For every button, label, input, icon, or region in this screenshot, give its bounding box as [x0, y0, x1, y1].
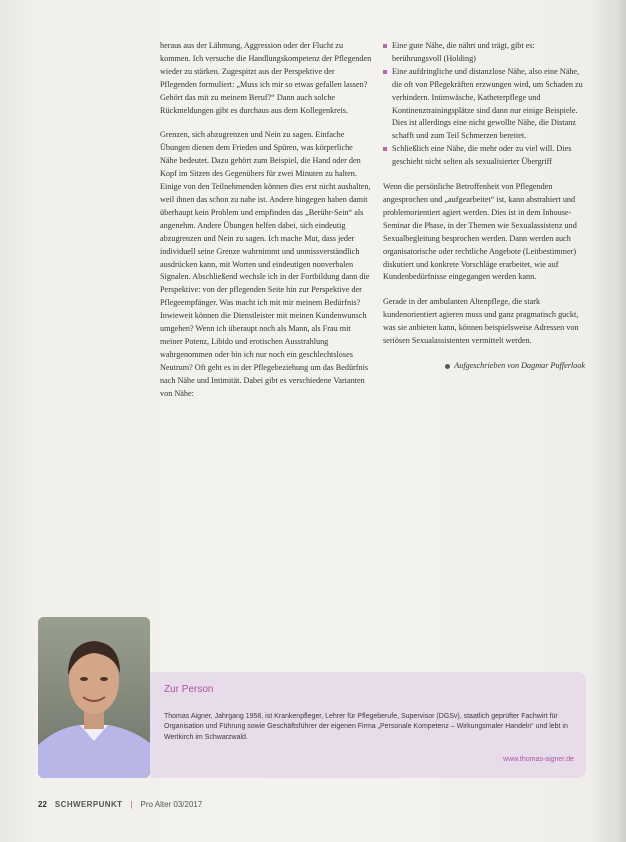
- page-number: 22: [38, 800, 47, 809]
- author-credit-text: Aufgeschrieben von Dagmar Pufferlook: [454, 360, 585, 370]
- bullet-dot-icon: [445, 364, 450, 369]
- article-paragraph: Gerade in der ambulanten Altenpflege, die stark kundenorientiert agieren muss und ganz pragmatisch guckt, was sie anbieten kann, können beispielsweise Adressen von seriösen Sexualassistenten vermittelt werden.: [383, 297, 579, 346]
- issue-label: Pro Alter 03/2017: [140, 800, 203, 809]
- author-website-link[interactable]: www.thomas-aigner.de: [503, 756, 574, 763]
- list-item-text: Eine aufdringliche und distanzlose Nähe, also eine Nähe, die oft von Pflegekräften erzwungen wird, um Schaden zu verhindern. Intimwäsche, Katheterpflege und Kontinenztrainingsplätze sind dann nur einige Beispiele. Dies ist allerdings eine nicht gewollte Nähe, die Distanz schafft und zum Teil Schmerzen bereitet.: [392, 66, 583, 141]
- bullet-square-icon: [383, 147, 387, 151]
- article-paragraph: Wenn die persönliche Betroffenheit von Pflegenden angesprochen und „aufgearbeitet“ ist, kann abstrahiert und problemorientiert agiert werden. Dies ist in dem Inhouse-Seminar die Phase, in der Themen wie Sexualassistenz und Sexualbegleitung besprochen werden. Dann werden auch organisatorische oder rechtliche Angebote (Leitbestimmer) diskutiert und konkrete Vorschläge erarbeitet, wie auf Kundenbedürfnisse eingegangen werden kann.: [383, 182, 577, 282]
- list-item-text: Eine gute Nähe, die nährt und trägt, gibt es: berührungsvoll (Holding): [392, 41, 535, 63]
- list-item: [383, 66, 585, 143]
- about-person-box: [150, 672, 586, 778]
- bullet-square-icon: [383, 44, 387, 48]
- article-column-right: [383, 40, 585, 373]
- author-portrait: [38, 617, 150, 778]
- author-credit: [383, 360, 585, 373]
- section-name: SCHWERPUNKT: [54, 800, 123, 809]
- page-edge-shadow: [614, 0, 626, 842]
- portrait-illustration: [38, 617, 150, 778]
- article-column-left: [160, 40, 372, 412]
- about-person-title: Zur Person: [164, 684, 214, 695]
- list-item-text: Schließlich eine Nähe, die mehr oder zu viel will. Dies geschieht nicht selten als sexualisierter Übergriff: [392, 144, 572, 167]
- bullet-square-icon: [383, 70, 387, 74]
- list-item: [383, 40, 585, 66]
- list-item: [383, 143, 585, 169]
- page-footer: [38, 800, 202, 809]
- article-paragraph: heraus aus der Lähmung, Aggression oder der Flucht zu kommen. Ich versuche die Handlungskompetenz der Pflegenden wieder zu stärken. Zugespitzt aus der Perspektive der Pflegenden formuliert: „Muss ich mir so etwas gefallen lassen? Gehört das mit zu meinem Beruf?“ Dann auch solche Rückmeldungen gibt es durchaus aus dem Kollegenkreis.: [160, 41, 372, 115]
- about-person-text: Thomas Aigner, Jahrgang 1958, ist Krankenpfleger, Lehrer für Pflegeberufe, Supervisor (DGSv), staatlich geprüfter Fachwirt für Organisation und Führung sowie Geschäftsführer der eigenen Firma „Personale Kompetenz – Wirkungsmaler Handeln“ und lebt in Wertkirch im Schwarzwald.: [164, 713, 568, 741]
- nearness-variants-list: [383, 40, 585, 169]
- article-paragraph: Grenzen, sich abzugrenzen und Nein zu sagen. Einfache Übungen dienen dem Frieden und Spüren, was körperliche Nähe bedeutet. Dazu gehört zum Beispiel, die Hand oder den Kopf im Sitzen des Gegenübers für zwei Minuten zu halten. Einige von den Teilnehmenden können dies erst nicht aushalten, weil ihnen das schon zu nahe ist. Andere hingegen haben damit überhaupt kein Problem und empfinden das „Berühr-Sein“ als angenehm. Andere Übungen helfen dabei, sich eindeutig abzugrenzen und Nein zu sagen. Ich mache Mut, dass jeder individuell seine Grenze wahrnimmt und unmissverständlich ausdrücken kann, mit Worten und eindeutigen nonverbalen Signalen. Abschließend wechsle ich in der Fortbildung dann die Perspektive: von der pflegenden Seite hin zur Perspektive der Pflegeempfänger. Was macht ich mit mir meinem Bedürfnis? Inwieweit können die Dienstleister mit meinen Kundenwunsch umgehen? Wenn ich überaupt noch als Mann, als Frau mit meiner Potenz, Libido und erotischen Ausstrahlung wahrgenommen oder bin ich nur noch ein geschlechtsloses Neutrum? Oft geht es in der Pflegebeziehung um das Bedürfnis nach Nähe und Intimität. Dabei gibt es verschiedene Varianten von Nähe:: [160, 130, 371, 398]
- footer-separator: |: [130, 800, 133, 809]
